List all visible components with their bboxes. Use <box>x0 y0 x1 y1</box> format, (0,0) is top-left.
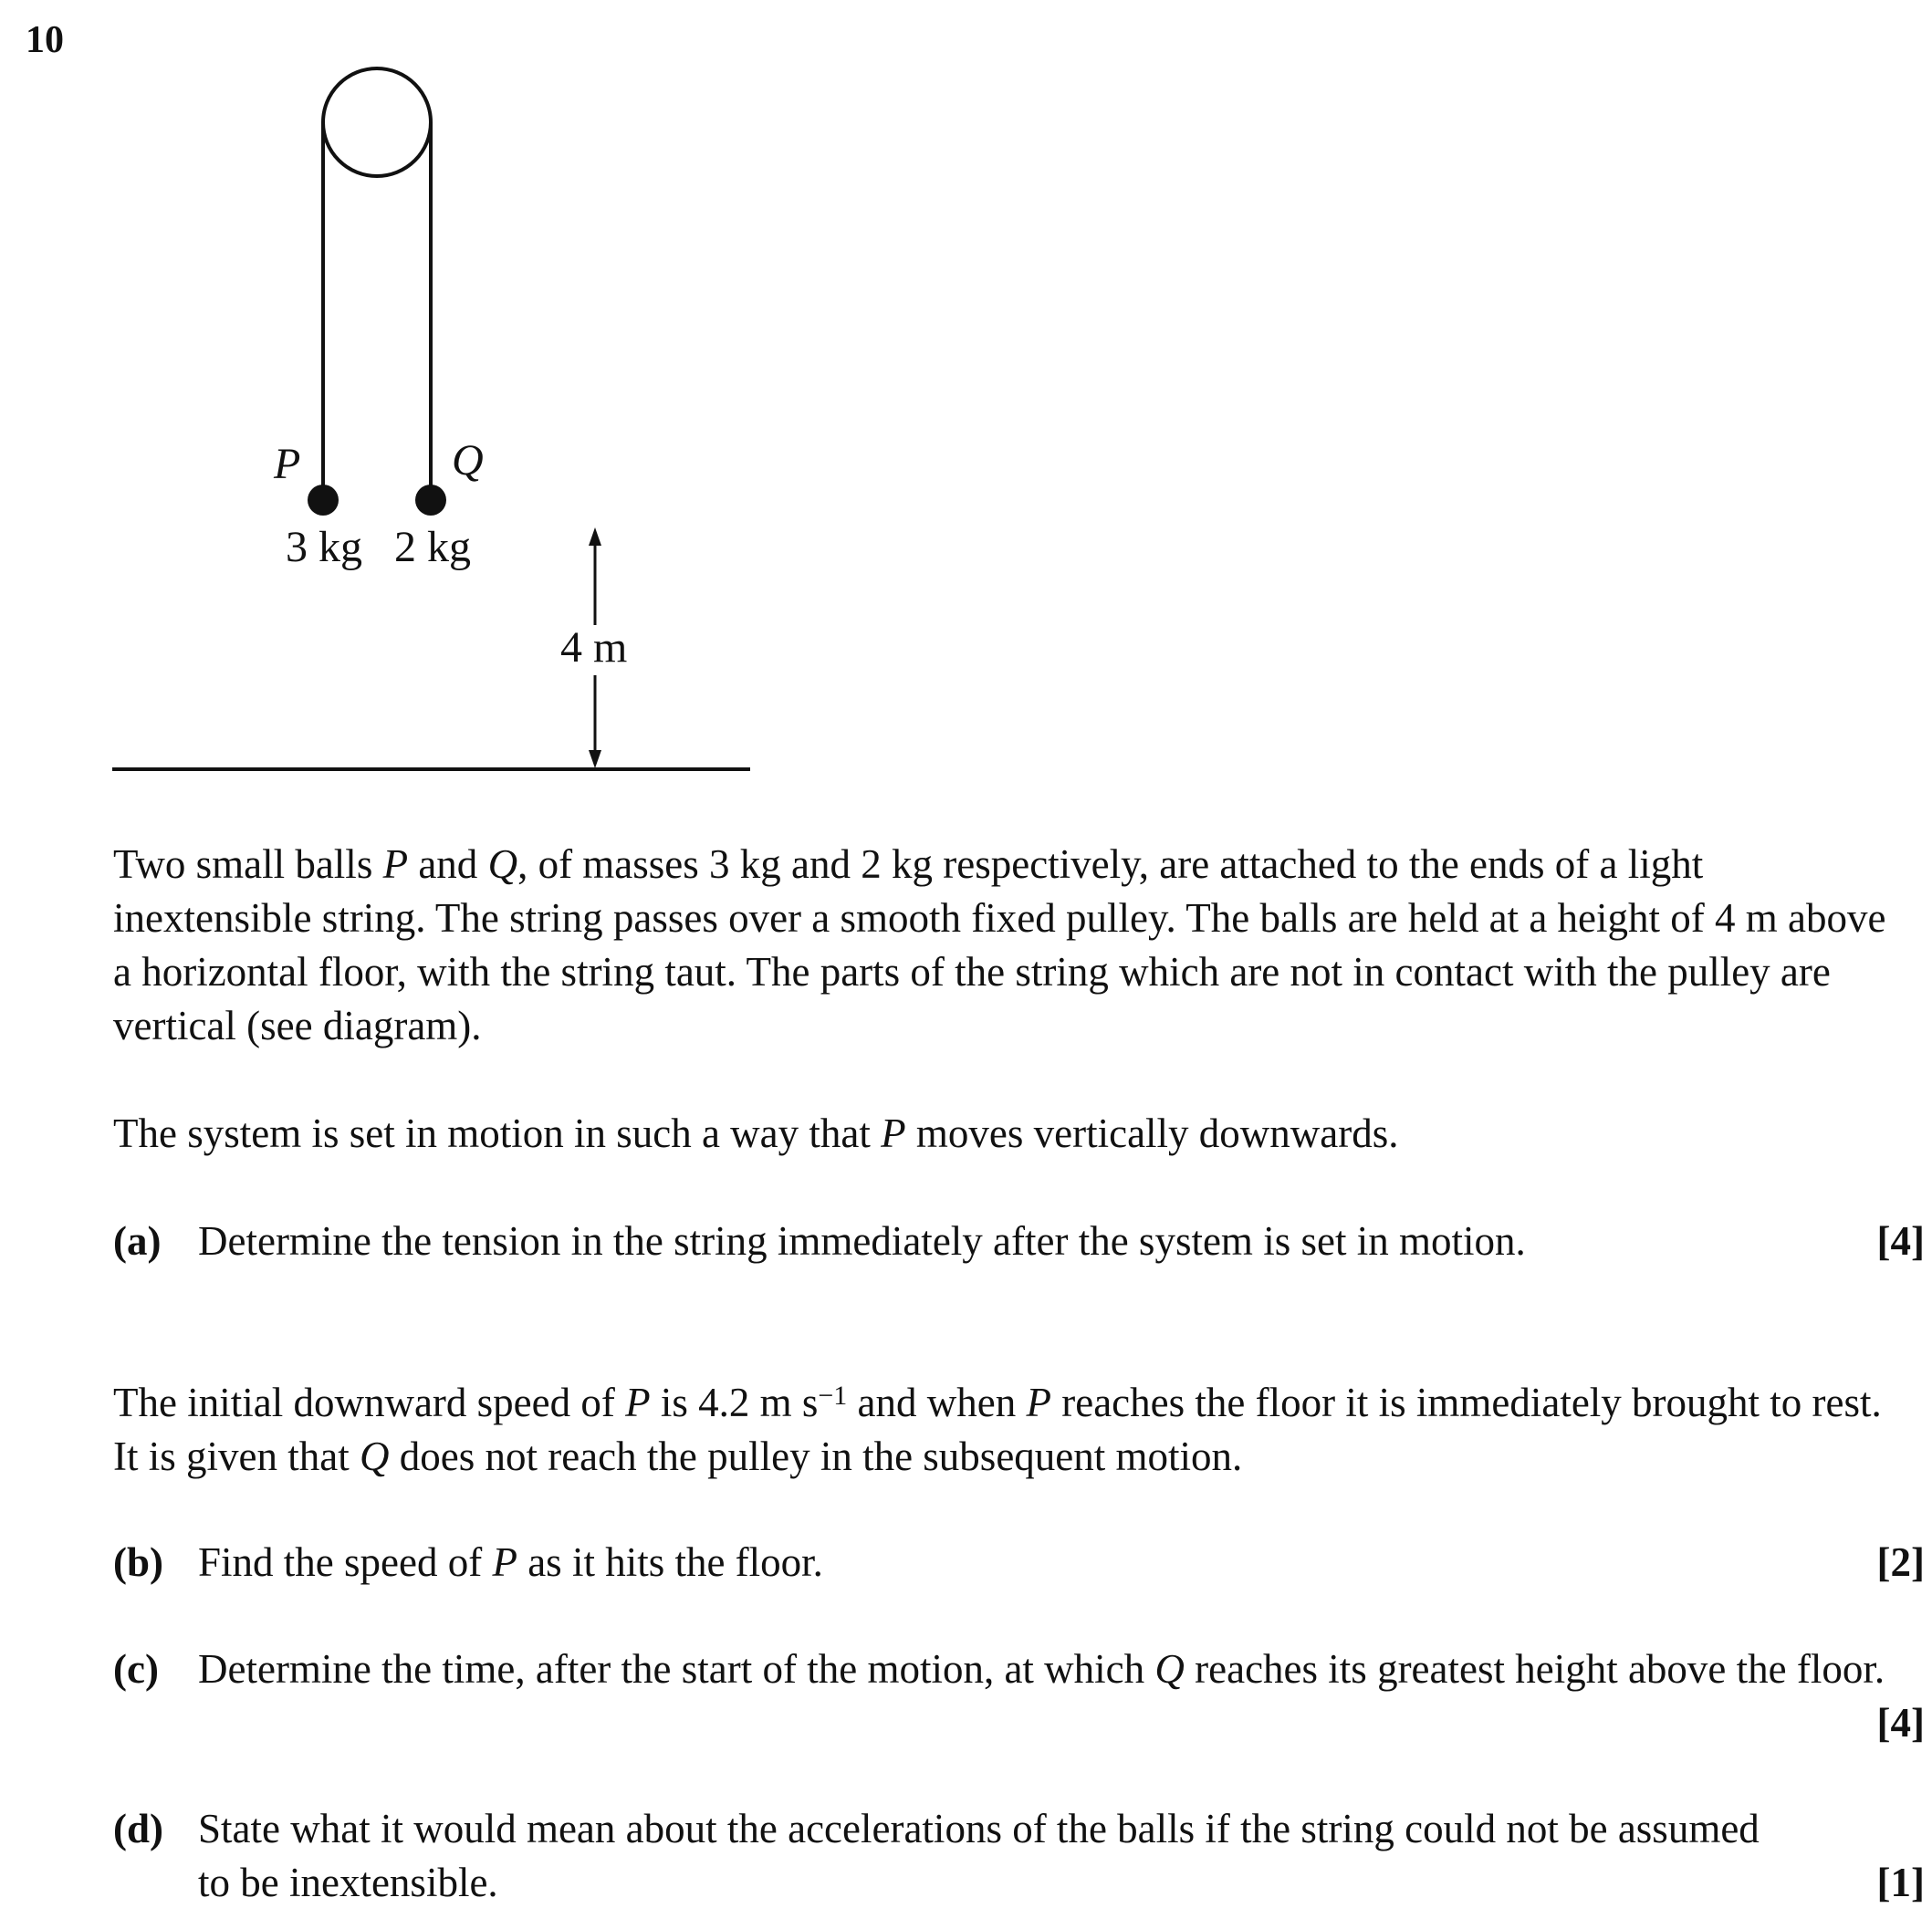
part-a-marks: [4] <box>1876 1218 1925 1264</box>
setup-text-2: moves vertically downwards. <box>905 1110 1399 1156</box>
part-c-text-2: reaches its greatest height above the floor. <box>1184 1646 1885 1692</box>
part-b-label: (b) <box>113 1539 163 1585</box>
part-b-text-1: Find the speed of <box>198 1539 493 1585</box>
info-text-5: does not reach the pulley in the subsequent motion. <box>389 1434 1243 1479</box>
height-label: 4 m <box>560 623 628 672</box>
question-number: 10 <box>26 19 64 61</box>
ball-p <box>308 485 339 516</box>
part-d <box>113 1802 1925 1910</box>
mass-q-label: 2 kg <box>394 523 471 571</box>
part-b-marks: [2] <box>1876 1539 1925 1585</box>
info-exponent: −1 <box>818 1381 848 1411</box>
mass-p-label: 3 kg <box>286 523 362 571</box>
setup-p: P <box>881 1110 906 1156</box>
setup-text-1: The system is set in motion in such a way that <box>113 1110 882 1156</box>
part-b <box>113 1536 1925 1590</box>
label-q: Q <box>452 436 484 485</box>
pulley-diagram <box>0 0 821 803</box>
intro-p: P <box>382 841 409 887</box>
label-p: P <box>274 440 301 488</box>
part-a-text: Determine the tension in the string immediately after the system is set in motion. <box>198 1218 1526 1264</box>
part-b-text-2: as it hits the floor. <box>517 1539 823 1585</box>
part-b-text <box>198 1536 1925 1590</box>
intro-text-1: Two small balls <box>113 841 383 887</box>
arrowhead-down-icon <box>589 750 601 768</box>
part-d-label: (d) <box>113 1806 163 1851</box>
part-d-text: State what it would mean about the accelerations of the balls if the string could not be assumed to be inextensible. <box>198 1806 1760 1905</box>
part-a <box>113 1215 1925 1268</box>
ball-q <box>415 485 446 516</box>
intro-text-2: and <box>408 841 488 887</box>
info-paragraph <box>113 1376 1911 1484</box>
part-c <box>113 1642 1925 1746</box>
info-text-4: reaches the floor it is immediately brought to rest. It is given that <box>113 1380 1882 1479</box>
part-d-marks: [1] <box>1876 1860 1925 1905</box>
info-p-2: P <box>1026 1380 1051 1425</box>
part-c-label: (c) <box>113 1646 159 1692</box>
part-c-q: Q <box>1154 1646 1185 1692</box>
intro-q: Q <box>487 841 518 887</box>
part-c-text <box>198 1642 1925 1696</box>
part-b-p: P <box>492 1539 517 1585</box>
info-p-1: P <box>625 1380 651 1425</box>
intro-paragraph <box>113 838 1911 1053</box>
info-text-1: The initial downward speed of <box>113 1380 626 1425</box>
intro-text-3: , of masses 3 kg and 2 kg respectively, are attached to the ends of a light inextensible string. The string passes over a smooth fixed pulley. The balls are held at a height of 4 m above a horizontal floor, with the string taut. The parts of the string which are not in contact with the pulley are vertical (see diagram). <box>113 841 1886 1048</box>
arrowhead-up-icon <box>589 527 601 546</box>
part-c-text-1: Determine the time, after the start of the motion, at which <box>198 1646 1155 1692</box>
info-text-3: and when <box>847 1380 1027 1425</box>
info-q: Q <box>359 1434 390 1479</box>
part-a-label: (a) <box>113 1218 162 1264</box>
setup-paragraph <box>113 1107 1911 1161</box>
pulley-wheel <box>323 68 431 176</box>
part-c-marks: [4] <box>1876 1700 1925 1746</box>
info-text-2: is 4.2 m s <box>650 1380 819 1425</box>
